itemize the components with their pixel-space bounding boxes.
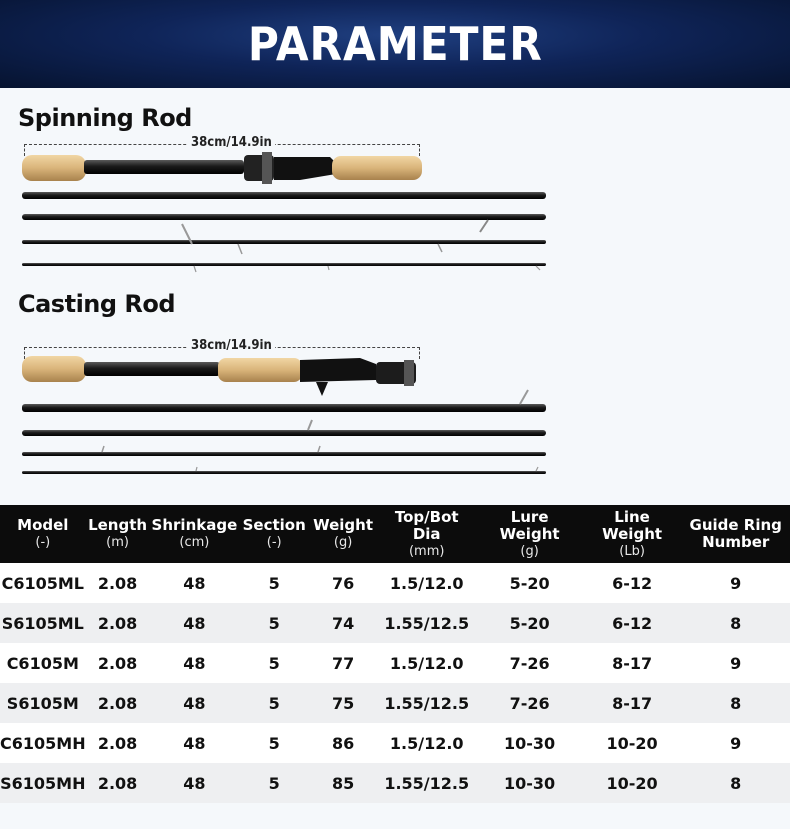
cell-weight: 86 (331, 733, 355, 753)
cell-model: S6105MH (0, 773, 86, 793)
cell-length: 2.08 (97, 693, 138, 713)
header-line-weight: Line Weight (Lb) (602, 507, 663, 559)
casting-length-label: 38cm/14.9in (188, 338, 275, 353)
spinning-section-4 (22, 224, 546, 254)
cell-guide-ring-number: 8 (730, 613, 742, 633)
casting-section-3 (22, 420, 546, 436)
cell-line-weight: 8-17 (612, 653, 653, 673)
casting-rod-title: Casting Rod (18, 290, 176, 318)
cell-lure-weight: 5-20 (509, 613, 550, 633)
cell-guide-ring-number: 8 (730, 693, 742, 713)
casting-section-2 (22, 390, 546, 412)
header-top-bot-dia: Top/Bot Dia (mm) (394, 507, 459, 559)
cell-lure-weight: 7-26 (509, 693, 550, 713)
cell-section: 5 (268, 613, 280, 633)
cell-model: C6105M (6, 653, 79, 673)
cell-top-bot-dia: 1.5/12.0 (389, 653, 464, 673)
spec-table (0, 505, 790, 803)
cell-guide-ring-number: 9 (730, 733, 742, 753)
cell-guide-ring-number: 9 (730, 573, 742, 593)
cell-model: C6105MH (0, 733, 86, 753)
cell-model: S6105ML (1, 613, 84, 633)
cell-length: 2.08 (97, 773, 138, 793)
cell-top-bot-dia: 1.55/12.5 (384, 693, 470, 713)
cell-weight: 77 (331, 653, 355, 673)
cell-line-weight: 8-17 (612, 693, 653, 713)
cell-length: 2.08 (97, 573, 138, 593)
cell-top-bot-dia: 1.55/12.5 (384, 613, 470, 633)
cell-top-bot-dia: 1.5/12.0 (389, 733, 464, 753)
cell-weight: 76 (331, 573, 355, 593)
cell-length: 2.08 (97, 733, 138, 753)
cell-top-bot-dia: 1.55/12.5 (384, 773, 470, 793)
cell-lure-weight: 5-20 (509, 573, 550, 593)
cell-guide-ring-number: 9 (730, 653, 742, 673)
casting-section-4 (22, 446, 546, 456)
cell-guide-ring-number: 8 (730, 773, 742, 793)
header-section: Section (-) (242, 516, 306, 550)
cell-length: 2.08 (97, 653, 138, 673)
cell-line-weight: 6-12 (612, 573, 653, 593)
cell-model: S6105M (6, 693, 79, 713)
cell-section: 5 (268, 653, 280, 673)
spec-table-header-row (0, 505, 790, 563)
header-weight: Weight (g) (313, 516, 374, 550)
table-row (0, 723, 790, 763)
cell-section: 5 (268, 693, 280, 713)
cell-shrinkage: 48 (183, 733, 206, 753)
cell-shrinkage: 48 (183, 573, 206, 593)
spinning-butt-section (22, 152, 422, 184)
cell-line-weight: 10-20 (606, 733, 658, 753)
table-row (0, 603, 790, 643)
casting-section-5 (22, 467, 546, 474)
header-guide-ring-number: Guide Ring Number (689, 516, 782, 551)
casting-butt-section (22, 356, 416, 396)
header-length: Length (m) (88, 516, 148, 550)
header-lure-weight: Lure Weight (g) (499, 507, 560, 559)
table-row (0, 643, 790, 683)
cell-lure-weight: 10-30 (504, 733, 556, 753)
cell-model: C6105ML (1, 573, 84, 593)
table-row (0, 683, 790, 723)
cell-lure-weight: 7-26 (509, 653, 550, 673)
cell-weight: 85 (331, 773, 355, 793)
page-title: PARAMETER (247, 17, 543, 71)
spinning-rod-title: Spinning Rod (18, 104, 192, 132)
cell-length: 2.08 (97, 613, 138, 633)
header-model: Model (-) (17, 516, 69, 550)
cell-weight: 75 (331, 693, 355, 713)
cell-top-bot-dia: 1.5/12.0 (389, 573, 464, 593)
cell-shrinkage: 48 (183, 653, 206, 673)
spinning-length-label: 38cm/14.9in (188, 135, 275, 150)
spinning-section-5 (22, 263, 546, 272)
cell-line-weight: 10-20 (606, 773, 658, 793)
cell-shrinkage: 48 (183, 613, 206, 633)
cell-lure-weight: 10-30 (504, 773, 556, 793)
table-row (0, 763, 790, 803)
cell-shrinkage: 48 (183, 693, 206, 713)
header-shrinkage: Shrinkage (cm) (151, 516, 238, 550)
cell-section: 5 (268, 733, 280, 753)
cell-section: 5 (268, 773, 280, 793)
cell-shrinkage: 48 (183, 773, 206, 793)
table-row (0, 563, 790, 603)
spinning-section-3 (22, 214, 546, 232)
spinning-section-2 (22, 192, 546, 199)
cell-weight: 74 (331, 613, 355, 633)
cell-line-weight: 6-12 (612, 613, 653, 633)
cell-section: 5 (268, 573, 280, 593)
